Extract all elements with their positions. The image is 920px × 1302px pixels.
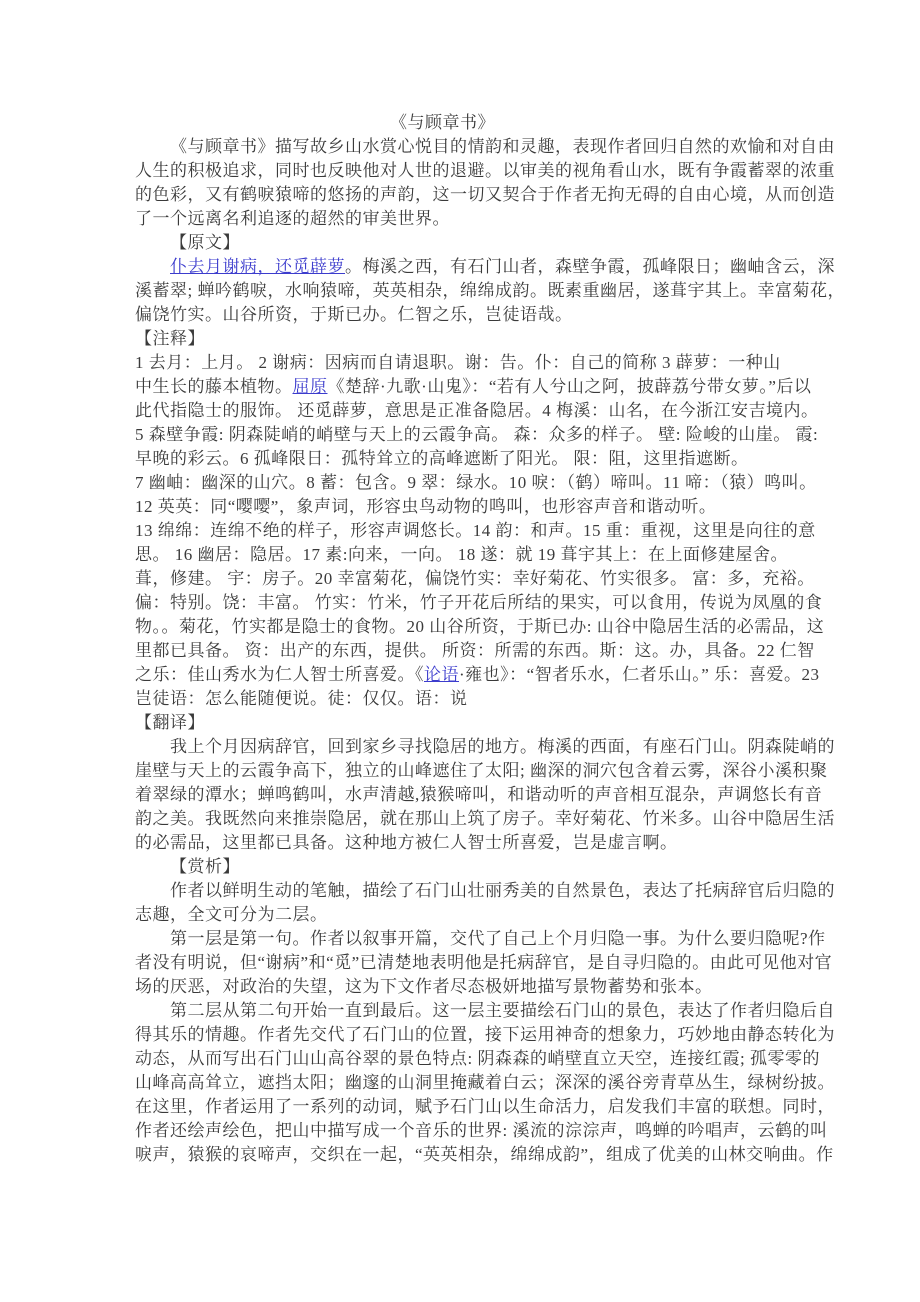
text-line: 的必需品，这里都已具备。这种地方被仁人智士所喜爱，岂是虚言啊。 xyxy=(135,833,678,852)
text-line: 的色彩，又有鹤唳猿啼的悠扬的声韵，这一切又契合于作者无拘无碍的自由心境，从而创造 xyxy=(135,185,835,204)
text-line: 12 英英：同“嘤嘤”，象声词，形容虫鸟动物的鸣叫，也形容声音和谐动听。 xyxy=(135,497,717,516)
text-line: 5 森壁争霞: 阴森陡峭的峭壁与天上的云霞争高。 森：众多的样子。 壁: 险峻的山崖。 霞: xyxy=(135,425,819,444)
text-line xyxy=(135,375,850,399)
hyperlink-lunyu[interactable]: 论语 xyxy=(424,665,459,684)
section-header-original: 【原文】 xyxy=(170,233,240,252)
text-line: 作者以鲜明生动的笔触，描绘了石门山壮丽秀美的自然景色，表达了托病辞官后归隐的 xyxy=(170,881,835,900)
text-line xyxy=(135,255,850,279)
document-page xyxy=(135,111,850,1167)
section-header-translation: 【翻译】 xyxy=(135,713,205,732)
page-title: 《与顾章书》 xyxy=(390,113,495,132)
text-line: 人生的积极追求，同时也反映他对人世的退避。以审美的视角看山水，既有争霞蓄翠的浓重 xyxy=(135,161,835,180)
text-line: 了一个远离名利追逐的超然的审美世界。 xyxy=(135,209,450,228)
text-segment: 。梅溪之西，有石门山者，森壁争霞，孤峰限日；幽岫含云，深 xyxy=(345,257,835,276)
text-line: 偏饶竹实。山谷所资，于斯已办。仁智之乐，岂徒语哉。 xyxy=(135,305,573,324)
translation-section xyxy=(135,711,850,855)
text-line: 第二层从第二句开始一直到最后。这一层主要描绘石门山的景色，表达了作者归隐后自 xyxy=(170,1001,835,1020)
text-line: 者没有明说，但“谢病”和“觅”已清楚地表明他是托病辞官，是自寻归隐的。由此可见他对官 xyxy=(135,953,833,972)
text-line: 山峰高高耸立，遮挡太阳；幽邃的山洞里掩藏着白云；深深的溪谷旁青草丛生，绿树纷披。 xyxy=(135,1073,835,1092)
text-line: 作者还绘声绘色，把山中描写成一个音乐的世界: 溪流的淙淙声，鸣蝉的吟唱声，云鹤的叫 xyxy=(135,1121,828,1140)
text-line: 物。。菊花，竹实都是隐士的食物。20 山谷所资，于斯已办: 山谷中隐居生活的必需品，这 xyxy=(135,617,825,636)
text-line: 偏：特别。饶：丰富。 竹实：竹米，竹子开花后所结的果实，可以食用，传说为凤凰的食 xyxy=(135,593,823,612)
section-header-notes: 【注释】 xyxy=(135,329,205,348)
text-line: 7 幽岫：幽深的山穴。8 蓄：包含。9 翠：绿水。10 唳：（鹤）啼叫。11 啼：（猿）鸣叫。 xyxy=(135,473,817,492)
text-line: 第一层是第一句。作者以叙事开篇，交代了自己上个月归隐一事。为什么要归隐呢?作 xyxy=(170,929,826,948)
section-header-analysis: 【赏析】 xyxy=(170,857,240,876)
text-line: 此代指隐士的服饰。 还觅薜萝，意思是正准备隐居。4 梅溪：山名，在今浙江安吉境内。 xyxy=(135,401,819,420)
analysis-section xyxy=(135,855,850,1167)
text-line: 在这里，作者运用了一系列的动词，赋予石门山以生命活力，启发我们丰富的联想。同时， xyxy=(135,1097,835,1116)
text-line: 葺，修建。 宇：房子。20 幸富菊花，偏饶竹实：幸好菊花、竹实很多。 富：多，充裕。 xyxy=(135,569,815,588)
text-line: 得其乐的情趣。作者先交代了石门山的位置，接下运用神奇的想象力，巧妙地由静态转化为 xyxy=(135,1025,835,1044)
text-segment: ·雍也》：“智者乐水，仁者乐山。” 乐：喜爱。23 xyxy=(459,665,820,684)
text-line: 早晚的彩云。6 孤峰限日：孤特耸立的高峰遮断了阳光。 限：阻，这里指遮断。 xyxy=(135,449,749,468)
text-line: 《与顾章书》描写故乡山水赏心悦目的情韵和灵趣，表现作者回归自然的欢愉和对自由 xyxy=(170,137,835,156)
text-segment: 《楚辞·九歌·山鬼》：“若有人兮山之阿，披薜荔兮带女萝。”后以 xyxy=(327,377,812,396)
text-line: 动态，从而写出石门山山高谷翠的景色特点: 阴森森的峭壁直立天空，连接红霞; 孤零零的 xyxy=(135,1049,820,1068)
text-line: 里都已具备。 资：出产的东西，提供。 所资：所需的东西。斯：这。办，具备。22 仁智 xyxy=(135,641,815,660)
text-line: 我上个月因病辞官，回到家乡寻找隐居的地方。梅溪的西面，有座石门山。阴森陡峭的 xyxy=(170,737,835,756)
text-line: 场的厌恶，对政治的失望，这为下文作者尽态极妍地描写景物蓄势和张本。 xyxy=(135,977,713,996)
original-text-section xyxy=(135,231,850,327)
text-line: 岂徒语：怎么能随便说。徒：仅仅。语：说 xyxy=(135,689,468,708)
text-line: 崖壁与天上的云霞争高下，独立的山峰遮住了太阳; 幽深的洞穴包含着云雾，深谷小溪积聚 xyxy=(135,761,828,780)
text-line: 着翠绿的潭水；蝉鸣鹤叫，水声清越,猿猴啼叫，和谐动听的声音相互混杂，声调悠长有音 xyxy=(135,785,823,804)
text-line xyxy=(135,663,850,687)
text-segment: 中生长的藤本植物。 xyxy=(135,377,293,396)
text-line: 溪蓄翠; 蝉吟鹤唳，水响猿啼，英英相杂，绵绵成韵。既素重幽居，遂葺宇其上。幸富菊花， xyxy=(135,281,845,300)
notes-section xyxy=(135,327,850,711)
text-line: 唳声，猿猴的哀啼声，交织在一起，“英英相杂，绵绵成韵”，组成了优美的山林交响曲。作 xyxy=(135,1145,834,1164)
hyperlink-opening-sentence[interactable]: 仆去月谢病，还觅薜萝 xyxy=(170,257,345,276)
text-line: 韵之美。我既然向来推崇隐居，就在那山上筑了房子。幸好菊花、竹米多。山谷中隐居生活 xyxy=(135,809,835,828)
text-segment: 之乐：佳山秀水为仁人智士所喜爱。《 xyxy=(135,665,424,684)
text-line: 志趣，全文可分为二层。 xyxy=(135,905,328,924)
text-line: 1 去月：上月。 2 谢病：因病而自请退职。谢：告。仆：自己的简称 3 薜萝：一种山 xyxy=(135,353,781,372)
text-line: 思。 16 幽居：隐居。17 素:向来，一向。 18 遂：就 19 葺宇其上：在上面修建屋舍。 xyxy=(135,545,788,564)
hyperlink-quyuan[interactable]: 屈原 xyxy=(292,377,328,396)
text-line: 13 绵绵：连绵不绝的样子，形容声调悠长。14 韵：和声。15 重：重视，这里是向往的意 xyxy=(135,521,816,540)
intro-paragraph xyxy=(135,135,850,231)
